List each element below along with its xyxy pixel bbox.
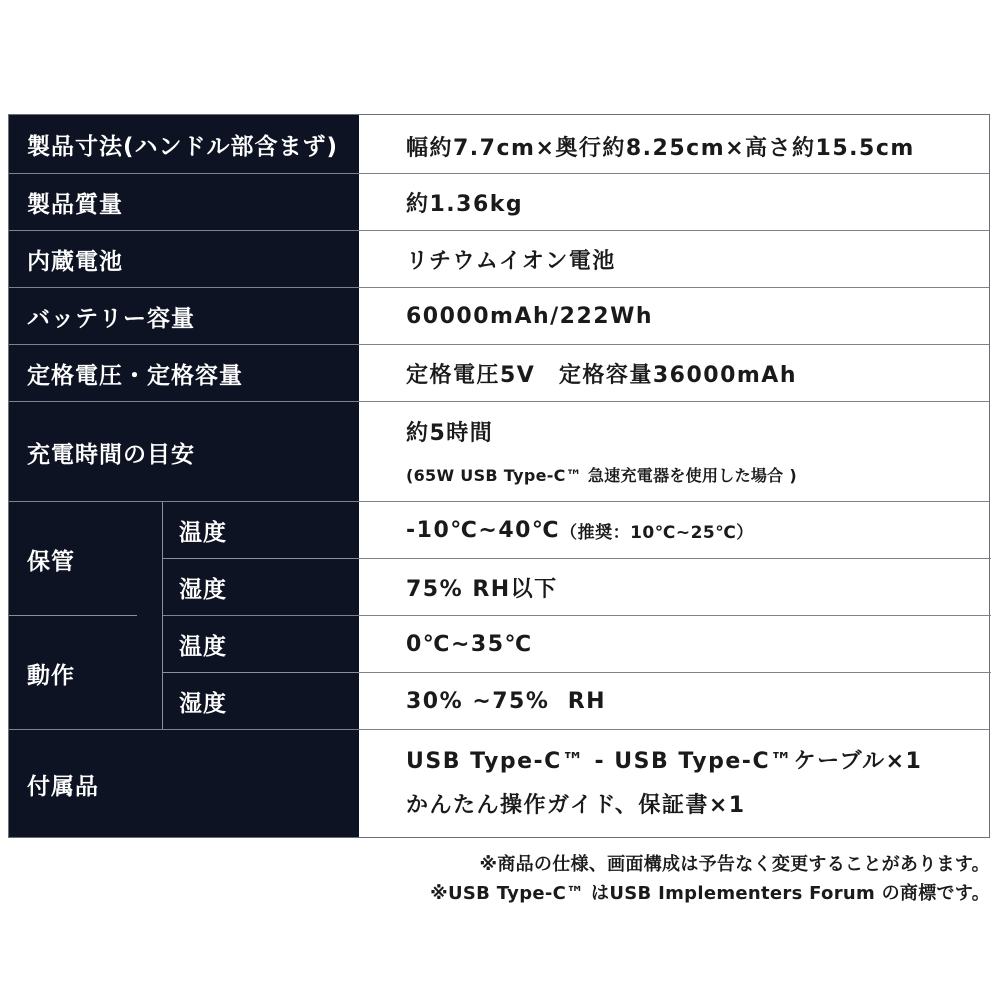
value-rated: 定格電圧5V 定格容量36000mAh	[406, 363, 797, 388]
value-operation-humidity: 30% ~75% RH	[406, 689, 607, 714]
label-operation-humidity: 湿度	[179, 691, 227, 717]
value-operation-temp: 0℃~35℃	[406, 632, 533, 657]
label-battery-capacity: バッテリー容量	[27, 306, 195, 332]
value-battery-type: リチウムイオン電池	[406, 249, 616, 274]
label-storage: 保管	[27, 548, 75, 575]
storage-temp-range: -10℃~40℃	[406, 518, 561, 543]
value-dimensions: 幅約7.7cm×奥行約8.25cm×高さ約15.5cm	[406, 135, 915, 161]
label-operation: 動作	[27, 662, 75, 689]
storage-temp-recommended: （推奨：10℃~25℃）	[560, 523, 754, 543]
label-operation-temp: 温度	[179, 634, 227, 660]
value-storage-temp	[406, 502, 754, 559]
value-charge-time: 約5時間	[406, 420, 494, 446]
spec-table	[8, 114, 990, 838]
value-accessories-line2: かんたん操作ガイド、保証書×1	[406, 792, 746, 818]
value-accessories-line1: USB Type-C™ - USB Type-C™ケーブル×1	[406, 748, 923, 774]
value-weight: 約1.36kg	[406, 191, 524, 217]
label-charge-time: 充電時間の目安	[27, 441, 195, 468]
label-rated: 定格電圧・定格容量	[27, 363, 243, 389]
footnote-trademark: ※USB Type-C™ はUSB Implementers Forum の商標です。	[430, 883, 990, 904]
label-storage-temp: 温度	[179, 520, 227, 546]
label-battery-type: 内蔵電池	[27, 249, 123, 275]
footnote-spec-change: ※商品の仕様、画面構成は予告なく変更することがあります。	[479, 854, 990, 875]
label-dimensions: 製品寸法(ハンドル部含まず)	[27, 133, 339, 160]
label-accessories: 付属品	[27, 773, 99, 800]
label-storage-humidity: 湿度	[179, 577, 227, 603]
value-charge-time-note: (65W USB Type-C™ 急速充電器を使用した場合 )	[406, 465, 797, 485]
value-storage-humidity: 75% RH以下	[406, 577, 558, 602]
label-weight: 製品質量	[27, 191, 123, 218]
value-battery-capacity: 60000mAh/222Wh	[406, 304, 654, 329]
